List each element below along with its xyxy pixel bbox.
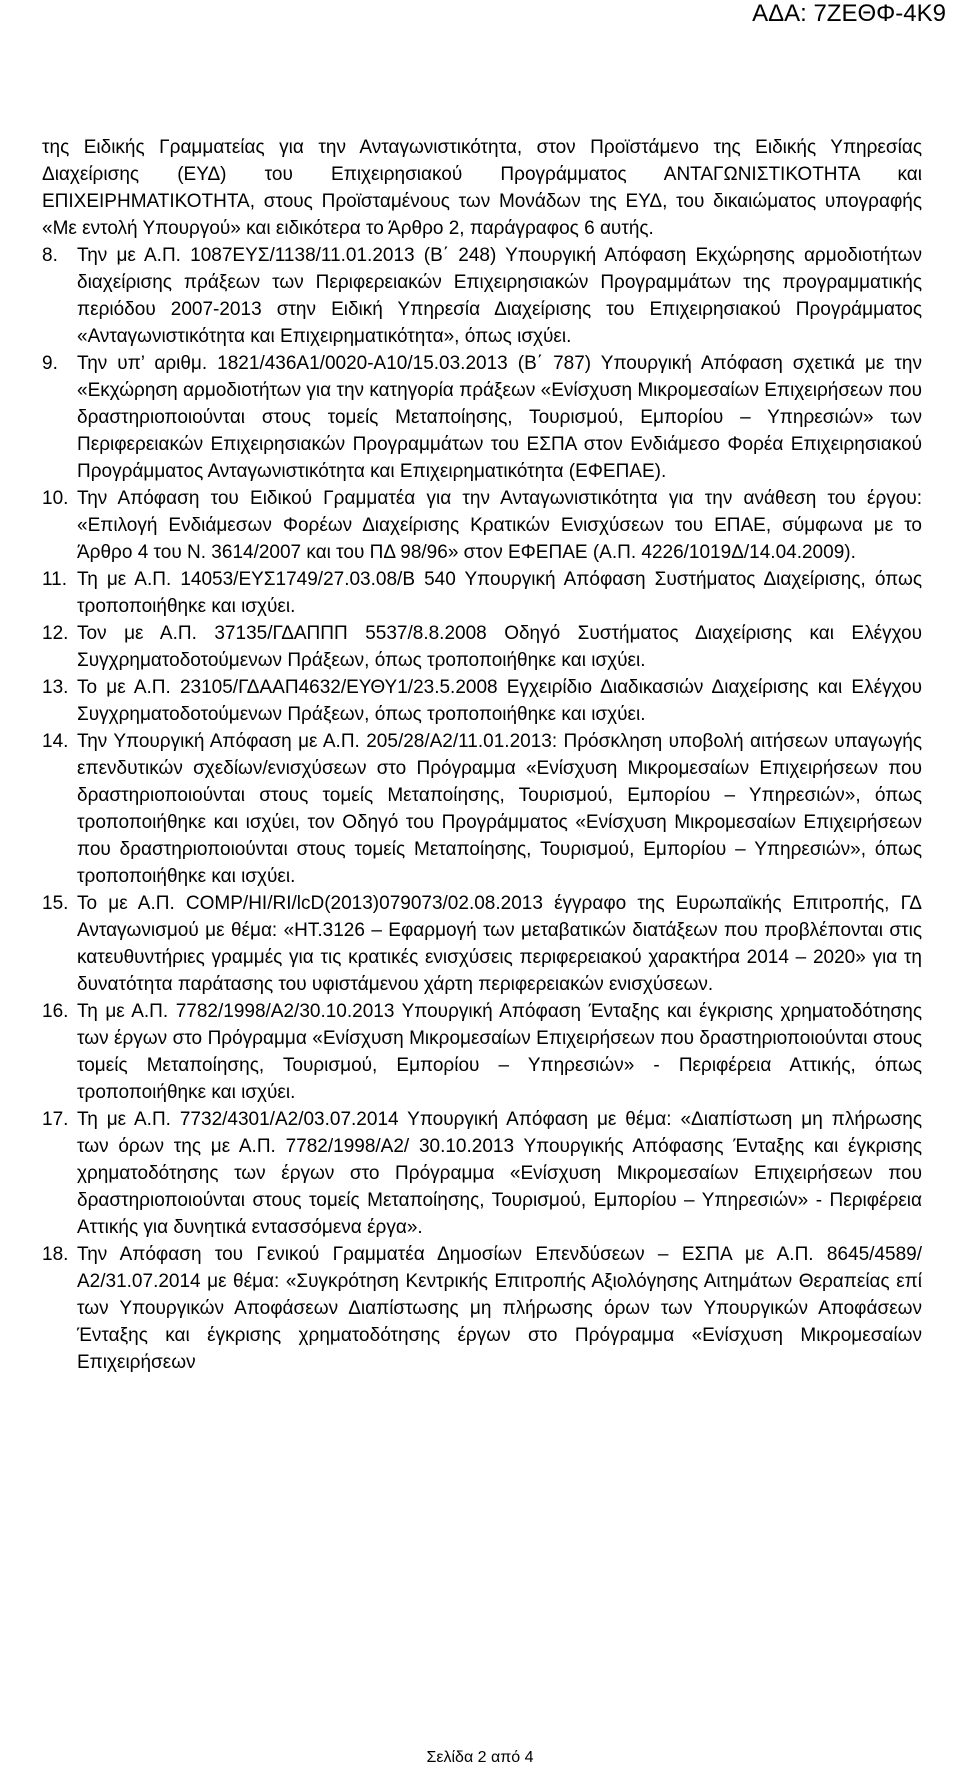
list-item-number: 10. bbox=[42, 488, 69, 509]
list-item-text: Τη με Α.Π. 7782/1998/Α2/30.10.2013 Υπουργική Απόφαση Ένταξης και έγκρισης χρηματοδότησης των έργων στο Πρόγραμμα «Ενίσχυση Μικρομεσαίων Επιχειρήσεων που δραστηριοποιούνται στους τομείς Μεταποίησης, Τουρισμού, Εμπορίου – Υπηρεσιών» - Περιφέρεια Αττικής, όπως τροποποιήθηκε και ισχύει. bbox=[77, 1001, 922, 1103]
list-item-number: 11. bbox=[42, 569, 68, 590]
list-item-text: Την Υπουργική Απόφαση με Α.Π. 205/28/Α2/11.01.2013: Πρόσκληση υποβολή αιτήσεων υπαγωγής επενδυτικών σχεδίων/ενισχύσεων στο Πρόγραμμα «Ενίσχυση Μικρομεσαίων Επιχειρήσεων που δραστηριοποιούνται στους τομείς Μεταποίησης, Τουρισμού, Εμπορίου – Υπηρεσιών», όπως τροποποιήθηκε και ισχύει, τον Οδηγό του Προγράμματος «Ενίσχυση Μικρομεσαίων Επιχειρήσεων που δραστηριοποιούνται στους τομείς Μεταποίησης, Τουρισμού, Εμπορίου – Υπηρεσιών», όπως τροποποιήθηκε και ισχύει. bbox=[77, 731, 922, 887]
list-item-number: 16. bbox=[42, 1001, 69, 1022]
list-item-text: Την Απόφαση του Ειδικού Γραμματέα για την Ανταγωνιστικότητα για την ανάθεση του έργου: «Επιλογή Ενδιάμεσων Φορέων Διαχείρισης Κρατικών Ενισχύσεων του ΕΠΑΕ, σύμφωνα με το Άρθρο 4 του Ν. 3614/2007 και του ΠΔ 98/96» στον ΕΦΕΠΑΕ (Α.Π. 4226/1019Δ/14.04.2009). bbox=[77, 488, 922, 563]
list-item-10 bbox=[42, 485, 922, 566]
list-item-14 bbox=[42, 728, 922, 890]
document-body bbox=[42, 134, 922, 1376]
list-item-number: 8. bbox=[42, 245, 58, 266]
list-item-16 bbox=[42, 998, 922, 1106]
list-item-9 bbox=[42, 350, 922, 485]
list-item-text: Την με Α.Π. 1087ΕΥΣ/1138/11.01.2013 (Β΄ 248) Υπουργική Απόφαση Εκχώρησης αρμοδιοτήτων διαχείρισης πράξεων των Περιφερειακών Επιχειρησιακών Προγραμμάτων της προγραμματικής περιόδου 2007-2013 στην Ειδική Υπηρεσία Διαχείρισης του Επιχειρησιακού Προγράμματος «Ανταγωνιστικότητα και Επιχειρηματικότητα», όπως ισχύει. bbox=[77, 245, 922, 347]
list-item-13 bbox=[42, 674, 922, 728]
list-item-text: Τη με Α.Π. 7732/4301/Α2/03.07.2014 Υπουργική Απόφαση με θέμα: «Διαπίστωση μη πλήρωσης των όρων της με Α.Π. 7782/1998/Α2/ 30.10.2013 Υπουργικής Απόφασης Ένταξης και έγκρισης χρηματοδότησης των έργων στο Πρόγραμμα «Ενίσχυση Μικρομεσαίων Επιχειρήσεων που δραστηριοποιούνται στους τομείς Μεταποίησης, Τουρισμού, Εμπορίου – Υπηρεσιών» - Περιφέρεια Αττικής για δυνητικά εντασσόμενα έργα». bbox=[77, 1109, 922, 1238]
list-item-number: 13. bbox=[42, 677, 69, 698]
list-item-text: Το με Α.Π. COMP/HI/RI/lcD(2013)079073/02.08.2013 έγγραφο της Ευρωπαϊκής Επιτροπής, ΓΔ Ανταγωνισμού με θέμα: «HT.3126 – Εφαρμογή των μεταβατικών διατάξεων που προβλέπονται στις κατευθυντήριες γραμμές για τις κρατικές ενισχύσεις περιφερειακού χαρακτήρα 2014 – 2020» για τη δυνατότητα παράτασης του υφιστάμενου χάρτη περιφερειακών ενισχύσεων. bbox=[77, 893, 922, 995]
list-item-15 bbox=[42, 890, 922, 998]
list-item-text: Την υπ’ αριθμ. 1821/436Α1/0020-Α10/15.03.2013 (Β΄ 787) Υπουργική Απόφαση σχετικά με την «Εκχώρηση αρμοδιοτήτων για την κατηγορία πράξεων «Ενίσχυση Μικρομεσαίων Επιχειρήσεων που δραστηριοποιούνται στους τομείς Μεταποίησης, Τουρισμού, Εμπορίου – Υπηρεσιών» των Περιφερειακών Επιχειρησιακών Προγραμμάτων του ΕΣΠΑ στον Ενδιάμεσο Φορέα Επιχειρησιακού Προγράμματος Ανταγωνιστικότητα και Επιχειρηματικότητα (ΕΦΕΠΑΕ). bbox=[77, 353, 922, 482]
list-item-17 bbox=[42, 1106, 922, 1241]
list-item-11 bbox=[42, 566, 922, 620]
list-item-text: Τον με Α.Π. 37135/ΓΔΑΠΠΠ 5537/8.8.2008 Οδηγό Συστήματος Διαχείρισης και Ελέγχου Συγχρηματοδοτούμενων Πράξεων, όπως τροποποιήθηκε και ισχύει. bbox=[77, 623, 922, 671]
list-item-text: Τη με Α.Π. 14053/ΕΥΣ1749/27.03.08/Β 540 Υπουργική Απόφαση Συστήματος Διαχείρισης, όπως τροποποιήθηκε και ισχύει. bbox=[77, 569, 922, 617]
ada-code: ΑΔΑ: 7ΖΕΘΦ-4Κ9 bbox=[752, 0, 946, 27]
list-item-12 bbox=[42, 620, 922, 674]
list-item-number: 17. bbox=[42, 1109, 69, 1130]
intro-paragraph: της Ειδικής Γραμματείας για την Ανταγωνιστικότητα, στον Προϊστάμενο της Ειδικής Υπηρεσίας Διαχείρισης (ΕΥΔ) του Επιχειρησιακού Προγράμματος ΑΝΤΑΓΩΝΙΣΤΙΚΟΤΗΤΑ και ΕΠΙΧΕΙΡΗΜΑΤΙΚΟΤΗΤΑ, στους Προϊσταμένους των Μονάδων της ΕΥΔ, του δικαιώματος υπογραφής «Με εντολή Υπουργού» και ειδικότερα το Άρθρο 2, παράγραφος 6 αυτής. bbox=[42, 137, 922, 239]
list-item-number: 12. bbox=[42, 623, 69, 644]
list-item-18 bbox=[42, 1241, 922, 1376]
list-item-number: 9. bbox=[42, 353, 58, 374]
page-number: Σελίδα 2 από 4 bbox=[426, 1749, 534, 1766]
list-item-text: Το με Α.Π. 23105/ΓΔΑΑΠ4632/ΕΥΘΥ1/23.5.2008 Εγχειρίδιο Διαδικασιών Διαχείρισης και Ελέγχου Συγχρηματοδοτούμενων Πράξεων, όπως τροποποιήθηκε και ισχύει. bbox=[77, 677, 922, 725]
list-item-number: 18. bbox=[42, 1244, 69, 1265]
list-item-text: Την Απόφαση του Γενικού Γραμματέα Δημοσίων Επενδύσεων – ΕΣΠΑ με Α.Π. 8645/4589/Α2/31.07.2014 με θέμα: «Συγκρότηση Κεντρικής Επιτροπής Αξιολόγησης Αιτημάτων Θεραπείας επί των Υπουργικών Αποφάσεων Διαπίστωσης μη πλήρωσης όρων των Υπουργικών Αποφάσεων Ένταξης και έγκρισης χρηματοδότησης έργων στο Πρόγραμμα «Ενίσχυση Μικρομεσαίων Επιχειρήσεων bbox=[77, 1244, 922, 1373]
list-item-number: 14. bbox=[42, 731, 69, 752]
list-item-8 bbox=[42, 242, 922, 350]
list-item-number: 15. bbox=[42, 893, 69, 914]
